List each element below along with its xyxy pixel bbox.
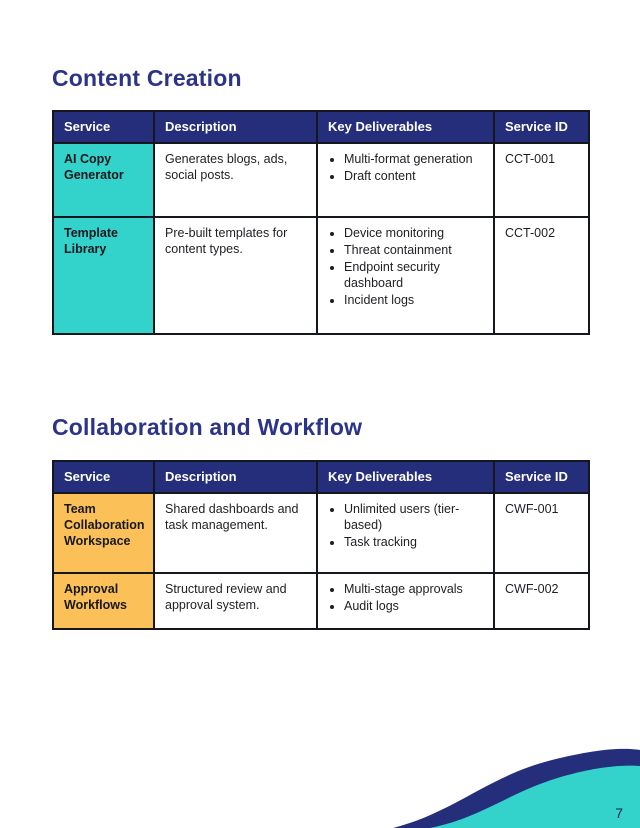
description-cell: Shared dashboards and task management. — [154, 493, 317, 573]
deliverables-list — [328, 501, 483, 550]
service-id-cell: CWF-001 — [494, 493, 589, 573]
deliverable-item: • Audit logs — [344, 598, 483, 614]
service-name-cell: Team Collaboration Workspace — [53, 493, 154, 573]
service-id-cell: CCT-001 — [494, 143, 589, 217]
deliverables-list — [328, 581, 483, 614]
section-title-content-creation: Content Creation — [52, 65, 242, 92]
deliverables-cell — [317, 143, 494, 217]
deliverable-item: • Incident logs — [344, 292, 483, 308]
description-cell: Structured review and approval system. — [154, 573, 317, 629]
column-header-deliverables: Key Deliverables — [317, 461, 494, 493]
deliverable-item: • Unlimited users (tier-based) — [344, 501, 483, 533]
service-name-cell: AI Copy Generator — [53, 143, 154, 217]
column-header-service: Service — [53, 461, 154, 493]
table-header-row — [53, 461, 589, 493]
service-id-cell: CWF-002 — [494, 573, 589, 629]
column-header-description: Description — [154, 461, 317, 493]
deliverable-item: • Endpoint security dashboard — [344, 259, 483, 291]
column-header-service-id: Service ID — [494, 111, 589, 143]
content-creation-table — [52, 110, 590, 335]
column-header-deliverables: Key Deliverables — [317, 111, 494, 143]
deliverables-cell — [317, 217, 494, 334]
deliverable-item: • Draft content — [344, 168, 483, 184]
deliverable-item: • Task tracking — [344, 534, 483, 550]
deliverables-list — [328, 225, 483, 308]
deliverables-list — [328, 151, 483, 184]
table-header-row — [53, 111, 589, 143]
section-title-collaboration-workflow: Collaboration and Workflow — [52, 414, 363, 441]
table-row — [53, 493, 589, 573]
deliverable-item: • Threat containment — [344, 242, 483, 258]
column-header-service-id: Service ID — [494, 461, 589, 493]
column-header-description: Description — [154, 111, 317, 143]
table-row — [53, 143, 589, 217]
footer-wave-decoration — [0, 738, 640, 828]
service-id-cell: CCT-002 — [494, 217, 589, 334]
collaboration-workflow-table — [52, 460, 590, 630]
column-header-service: Service — [53, 111, 154, 143]
table-row — [53, 217, 589, 334]
table-row — [53, 573, 589, 629]
service-name-cell: Template Library — [53, 217, 154, 334]
description-cell: Pre-built templates for content types. — [154, 217, 317, 334]
deliverable-item: • Multi-format generation — [344, 151, 483, 167]
deliverable-item: • Multi-stage approvals — [344, 581, 483, 597]
page-number: 7 — [615, 805, 623, 821]
description-cell: Generates blogs, ads, social posts. — [154, 143, 317, 217]
deliverable-item: • Device monitoring — [344, 225, 483, 241]
service-name-cell: Approval Workflows — [53, 573, 154, 629]
deliverables-cell — [317, 573, 494, 629]
deliverables-cell — [317, 493, 494, 573]
